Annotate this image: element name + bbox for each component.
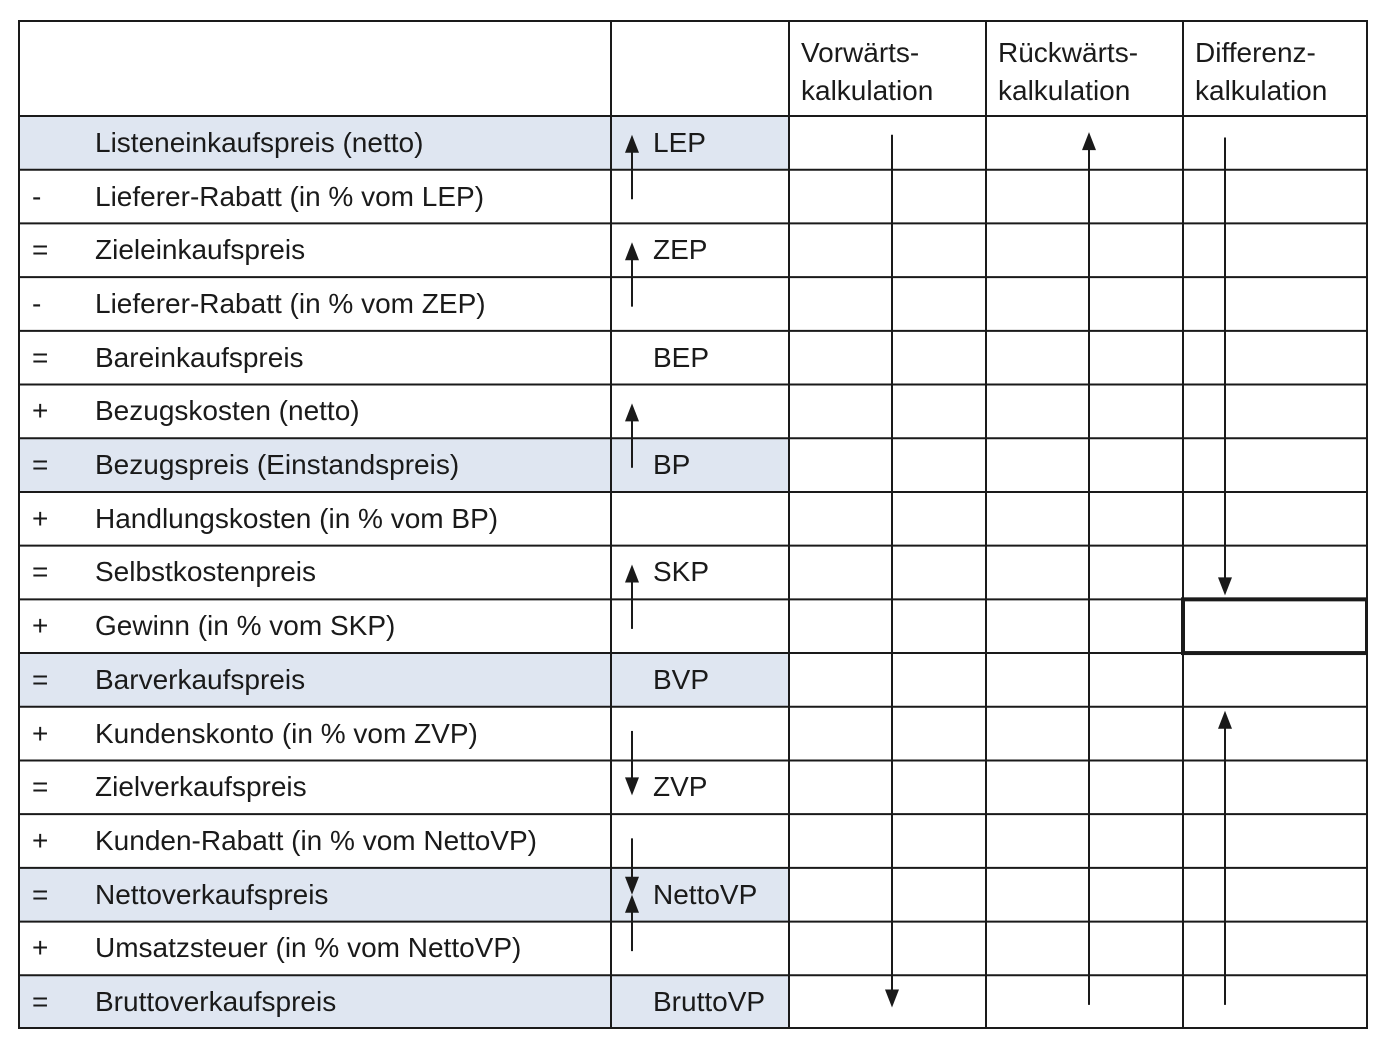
row-operator: +	[32, 610, 49, 642]
row-label: Zielverkaufspreis	[95, 771, 307, 803]
calculation-scheme-table	[18, 20, 1368, 1029]
row-operator: =	[32, 234, 49, 266]
row-label: Selbstkostenpreis	[95, 556, 317, 588]
row-abbreviation: ZVP	[653, 771, 708, 803]
row-operator: =	[32, 878, 49, 910]
row-abbreviation: LEP	[653, 126, 706, 158]
row-label: Listeneinkaufspreis (netto)	[95, 126, 424, 158]
row-abbreviation: ZEP	[653, 234, 708, 266]
arrow-icon	[1218, 711, 1232, 729]
row-operator: =	[32, 556, 49, 588]
row-label: Bruttoverkaufspreis	[95, 986, 337, 1018]
row-operator: +	[32, 395, 49, 427]
row-operator: +	[32, 825, 49, 857]
row-label: Barverkaufspreis	[95, 663, 306, 695]
arrow-icon	[625, 135, 639, 153]
row-label: Zieleinkaufspreis	[95, 234, 306, 266]
row-label: Umsatzsteuer (in % vom NettoVP)	[95, 932, 522, 964]
row-operator: =	[32, 986, 49, 1018]
row-operator: -	[32, 287, 42, 319]
arrow-icon	[625, 877, 639, 895]
header-differenz-label: Differenz- kalkulation	[1195, 37, 1328, 106]
difference-result-cell	[1183, 599, 1367, 653]
arrow-icon	[625, 403, 639, 421]
row-abbreviation: BEP	[653, 341, 710, 373]
row-label: Lieferer-Rabatt (in % vom LEP)	[95, 180, 485, 212]
arrow-icon	[625, 895, 639, 913]
row-abbreviation: BP	[653, 449, 691, 481]
row-operator: =	[32, 449, 49, 481]
grid-and-arrows	[18, 20, 1368, 1029]
row-operator: +	[32, 502, 49, 534]
row-label: Bareinkaufspreis	[95, 341, 304, 373]
arrow-icon	[625, 777, 639, 795]
row-label: Lieferer-Rabatt (in % vom ZEP)	[95, 287, 486, 319]
row-label: Gewinn (in % vom SKP)	[95, 610, 396, 642]
arrow-icon	[1218, 577, 1232, 595]
row-operator: =	[32, 771, 49, 803]
row-operator: -	[32, 180, 42, 212]
arrow-icon	[625, 564, 639, 582]
row-abbreviation: SKP	[653, 556, 710, 588]
row-abbreviation: NettoVP	[653, 878, 758, 910]
row-abbreviation: BVP	[653, 663, 710, 695]
row-operator: +	[32, 932, 49, 964]
arrow-icon	[885, 990, 899, 1008]
row-operator: =	[32, 663, 49, 695]
row-label: Bezugskosten (netto)	[95, 395, 360, 427]
row-label: Bezugspreis (Einstandspreis)	[95, 449, 460, 481]
header-rueckwaerts-label: Rückwärts- kalkulation	[998, 37, 1139, 106]
row-label: Kunden-Rabatt (in % vom NettoVP)	[95, 825, 537, 857]
row-operator: =	[32, 341, 49, 373]
row-operator: +	[32, 717, 49, 749]
arrow-icon	[1082, 132, 1096, 150]
header-vorwaerts-label: Vorwärts- kalkulation	[801, 37, 934, 106]
row-abbreviation: BruttoVP	[653, 986, 766, 1018]
arrow-icon	[625, 242, 639, 260]
row-label: Kundenskonto (in % vom ZVP)	[95, 717, 478, 749]
row-label: Handlungskosten (in % vom BP)	[95, 502, 499, 534]
row-label: Nettoverkaufspreis	[95, 878, 329, 910]
